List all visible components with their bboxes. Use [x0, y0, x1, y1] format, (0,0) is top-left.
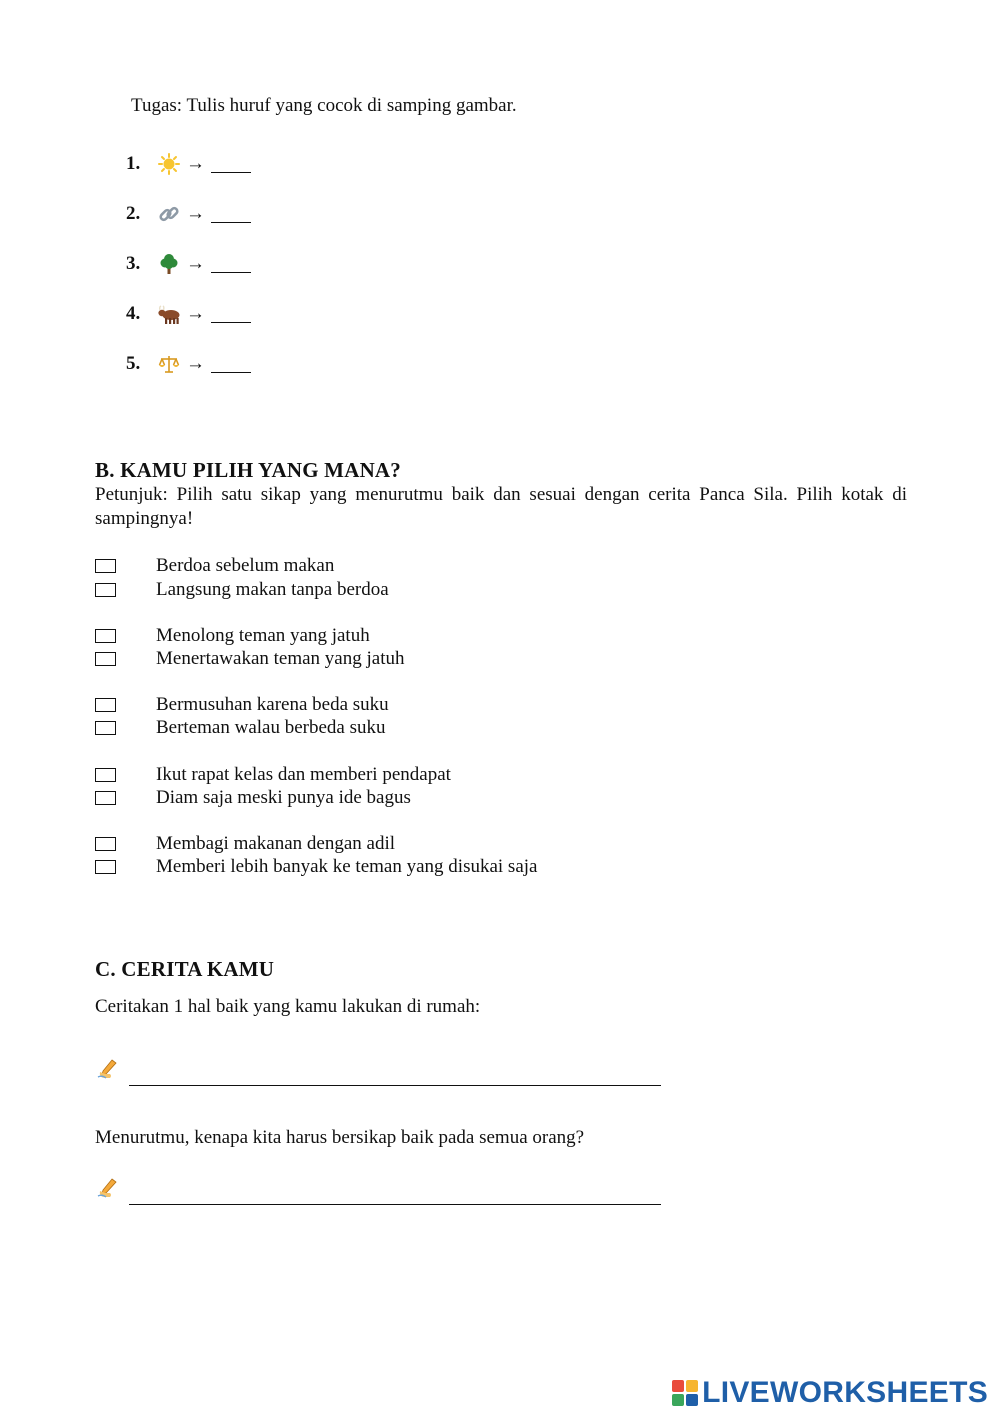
logo-square — [672, 1380, 684, 1392]
checkbox[interactable] — [95, 559, 116, 573]
item-number: 3. — [126, 253, 141, 274]
option-label: Berteman walau berbeda suku — [156, 716, 386, 738]
arrow: → — [186, 253, 205, 274]
checkbox[interactable] — [95, 583, 116, 597]
checkbox[interactable] — [95, 837, 116, 851]
scales-icon — [158, 353, 184, 375]
checkbox[interactable] — [95, 768, 116, 782]
chain-icon — [158, 203, 184, 225]
answer-underline[interactable] — [129, 1190, 661, 1205]
sun-icon — [158, 153, 184, 175]
story-prompt-1: Ceritakan 1 hal baik yang kamu lakukan di rumah: — [95, 996, 481, 1017]
answer-blank[interactable] — [211, 306, 251, 323]
logo-square — [686, 1394, 698, 1406]
option-label: Memberi lebih banyak ke teman yang disukai saja — [156, 855, 538, 877]
logo-mark-icon — [672, 1380, 698, 1406]
item-number: 2. — [126, 203, 141, 224]
match-item — [126, 351, 251, 377]
choice-option[interactable] — [95, 578, 389, 601]
checkbox[interactable] — [95, 629, 116, 643]
story-prompt-2: Menurutmu, kenapa kita harus bersikap baik pada semua orang? — [95, 1127, 585, 1148]
arrow: → — [186, 203, 205, 224]
arrow: → — [186, 303, 205, 324]
writing-hand-icon — [97, 1177, 121, 1205]
match-item — [126, 201, 251, 227]
answer-blank[interactable] — [211, 156, 251, 173]
answer-underline[interactable] — [129, 1071, 661, 1086]
choice-option[interactable] — [95, 554, 334, 577]
tree-icon — [158, 253, 184, 275]
choice-option[interactable] — [95, 763, 451, 786]
choice-option[interactable] — [95, 786, 411, 809]
checkbox[interactable] — [95, 721, 116, 735]
checkbox[interactable] — [95, 791, 116, 805]
option-label: Bermusuhan karena beda suku — [156, 693, 389, 715]
checkbox[interactable] — [95, 860, 116, 874]
option-label: Diam saja meski punya ide bagus — [156, 786, 411, 808]
match-item — [126, 151, 251, 177]
choice-option[interactable] — [95, 624, 370, 647]
choice-option[interactable] — [95, 832, 395, 855]
answer-line-1[interactable] — [97, 1058, 661, 1086]
arrow: → — [186, 153, 205, 174]
item-number: 5. — [126, 353, 141, 374]
match-item — [126, 251, 251, 277]
task-instruction: Tugas: Tulis huruf yang cocok di samping gambar. — [131, 95, 517, 116]
section-b-instruction: Petunjuk: Pilih satu sikap yang menurutmu baik dan sesuai dengan cerita Panca Sila. Pilih kotak di sampingnya! — [95, 484, 907, 529]
logo-text: LIVEWORKSHEETS — [702, 1376, 988, 1409]
logo-square — [672, 1394, 684, 1406]
option-label: Menolong teman yang jatuh — [156, 624, 370, 646]
answer-blank[interactable] — [211, 256, 251, 273]
choice-option[interactable] — [95, 693, 389, 716]
section-b-heading: B. KAMU PILIH YANG MANA? — [95, 458, 401, 482]
section-c-heading: C. CERITA KAMU — [95, 957, 275, 981]
logo-square — [686, 1380, 698, 1392]
answer-blank[interactable] — [211, 356, 251, 373]
arrow: → — [186, 353, 205, 374]
answer-line-2[interactable] — [97, 1177, 661, 1205]
match-item — [126, 301, 251, 327]
liveworksheets-logo[interactable] — [672, 1376, 988, 1410]
item-number: 1. — [126, 153, 141, 174]
writing-hand-icon — [97, 1058, 121, 1086]
choice-option[interactable] — [95, 855, 537, 878]
checkbox[interactable] — [95, 652, 116, 666]
choice-option[interactable] — [95, 716, 386, 739]
option-label: Membagi makanan dengan adil — [156, 832, 396, 854]
bull-icon — [158, 303, 184, 325]
answer-blank[interactable] — [211, 206, 251, 223]
option-label: Ikut rapat kelas dan memberi pendapat — [156, 763, 451, 785]
option-label: Langsung makan tanpa berdoa — [156, 578, 389, 600]
checkbox[interactable] — [95, 698, 116, 712]
item-number: 4. — [126, 303, 141, 324]
option-label: Menertawakan teman yang jatuh — [156, 647, 405, 669]
option-label: Berdoa sebelum makan — [156, 554, 335, 576]
choice-option[interactable] — [95, 647, 404, 670]
